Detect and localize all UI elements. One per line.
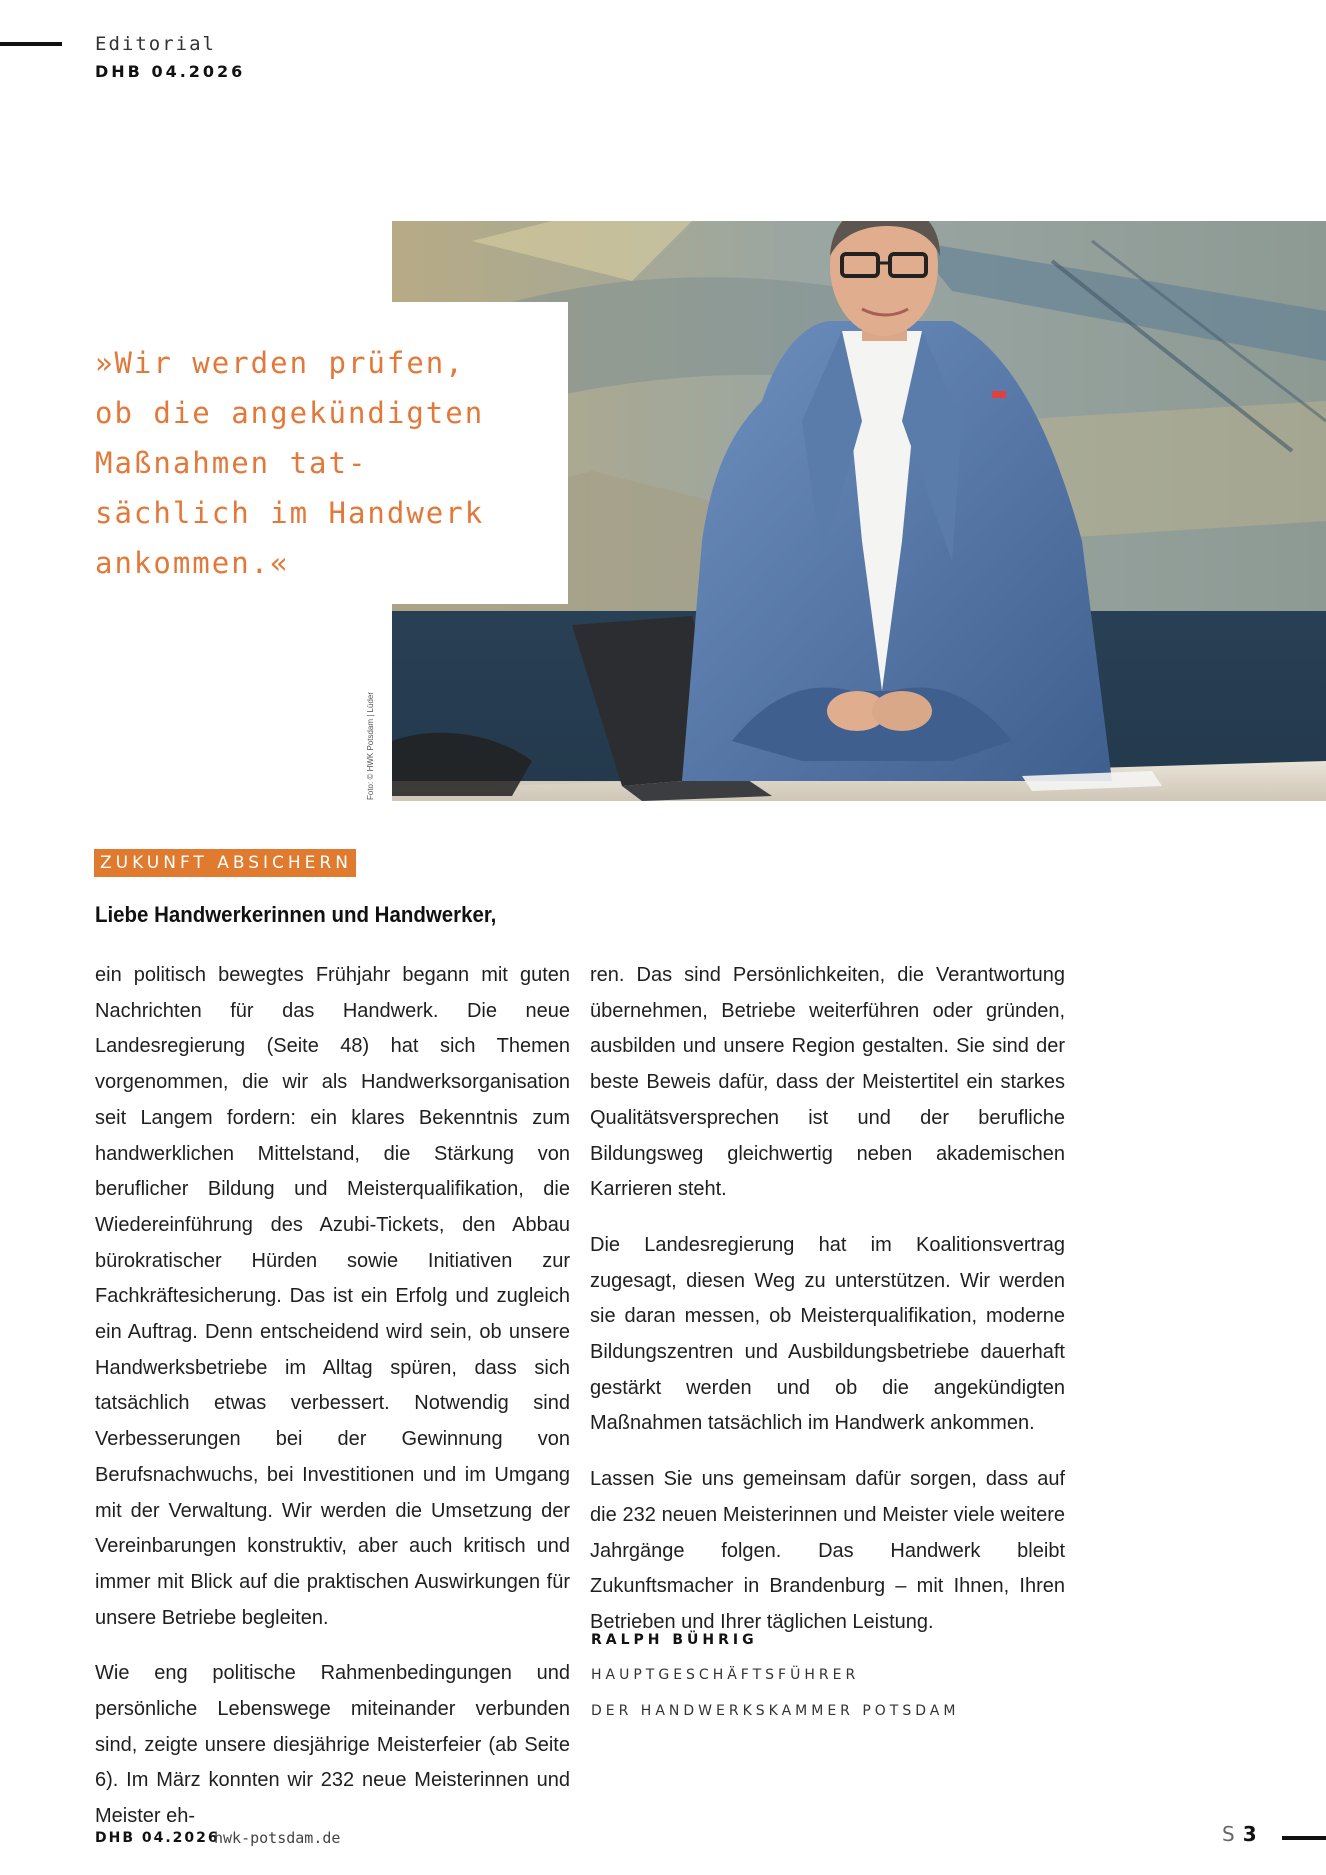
paragraph: ein politisch bewegtes Frühjahr begann mit guten Nachrichten für das Handwerk. Die neue Landesregierung (Seite 48) hat sich Themen vorgenommen, die wir als Handwerksorganisation seit Langem fordern: ein klares Bekenntnis zum handwerklichen Mittelstand, die Stärkung von beruflicher Bildung und Meisterqualifikation, die Wiedereinführung des Azubi-Tickets, den Abbau bürokratischer Hürden sowie Initiativen zur Fachkräftesicherung. Das ist ein Erfolg und zugleich ein Auftrag. Denn entscheidend wird sein, ob unsere Handwerksbetriebe im Alltag spüren, dass sich tatsächlich etwas verbessert. Notwendig sind Verbesserungen bei der Gewinnung von Berufsnachwuchs, bei Investitionen und im Umgang mit der Verwaltung. Wir werden die Umsetzung der Vereinbarungen konstruktiv, aber auch kritisch und immer mit Blick auf die praktischen Auswirkungen für unsere Betriebe begleiten. — [95, 964, 570, 1629]
photo-credit: Foto: © HWK Potsdam | Lüder — [366, 691, 375, 800]
footer-rule — [1282, 1836, 1326, 1840]
signature-organization: DER HANDWERKSKAMMER POTSDAM — [591, 1703, 960, 1719]
section-tag: ZUKUNFT ABSICHERN — [94, 849, 356, 877]
paragraph: Die Landesregierung hat im Koalitionsvertrag zugesagt, diesen Weg zu unterstützen. Wir werden sie daran messen, ob Meisterqualifikation, moderne Bildungszentren und Ausbildungsbetriebe dauerhaft gestärkt werden und ob die angekündigten Maßnahmen tatsächlich im Handwerk ankommen. — [590, 1233, 1065, 1435]
pull-quote: »Wir werden prüfen, ob die angekündigten Maßnahmen tat- sächlich im Handwerk ankommen.« — [95, 346, 485, 580]
paragraph: ren. Das sind Persönlichkeiten, die Verantwortung übernehmen, Betriebe weiterführen oder gründen, ausbilden und unsere Region gestalten. Sie sind der beste Beweis dafür, dass der Meistertitel ein starkes Qualitätsversprechen ist und der berufliche Bildungsweg gleichwertig neben akademischen Karrieren steht. — [590, 964, 1065, 1201]
section-label: Editorial — [95, 33, 216, 55]
page-number-value: 3 — [1242, 1822, 1257, 1846]
column-left — [95, 958, 570, 1855]
footer-issue: DHB 04.2026 — [95, 1830, 220, 1846]
signature-title: HAUPTGESCHÄFTSFÜHRER — [591, 1667, 860, 1683]
header-rule — [0, 42, 62, 46]
paragraph: Lassen Sie uns gemeinsam dafür sorgen, dass auf die 232 neuen Meisterinnen und Meister viele weitere Jahrgänge folgen. Das Handwerk bleibt Zukunftsmacher in Brandenburg – mit Ihnen, Ihren Betrieben und Ihrer täglichen Leistung. — [590, 1468, 1065, 1633]
footer-url: hwk-potsdam.de — [214, 1829, 341, 1847]
paragraph: Wie eng politische Rahmenbedingungen und persönliche Lebenswege miteinander verbunden sind, zeigte unsere diesjährige Meisterfeier (ab Seite 6). Im März konnten wir 232 neue Meisterinnen und Meister eh- — [95, 1662, 570, 1828]
page-prefix: S — [1222, 1822, 1235, 1846]
issue-label: DHB 04.2026 — [95, 62, 246, 81]
column-right — [590, 958, 1065, 1661]
page-number — [1222, 1822, 1257, 1846]
signature-name: RALPH BÜHRIG — [591, 1632, 758, 1648]
greeting: Liebe Handwerkerinnen und Handwerker, — [95, 902, 497, 927]
